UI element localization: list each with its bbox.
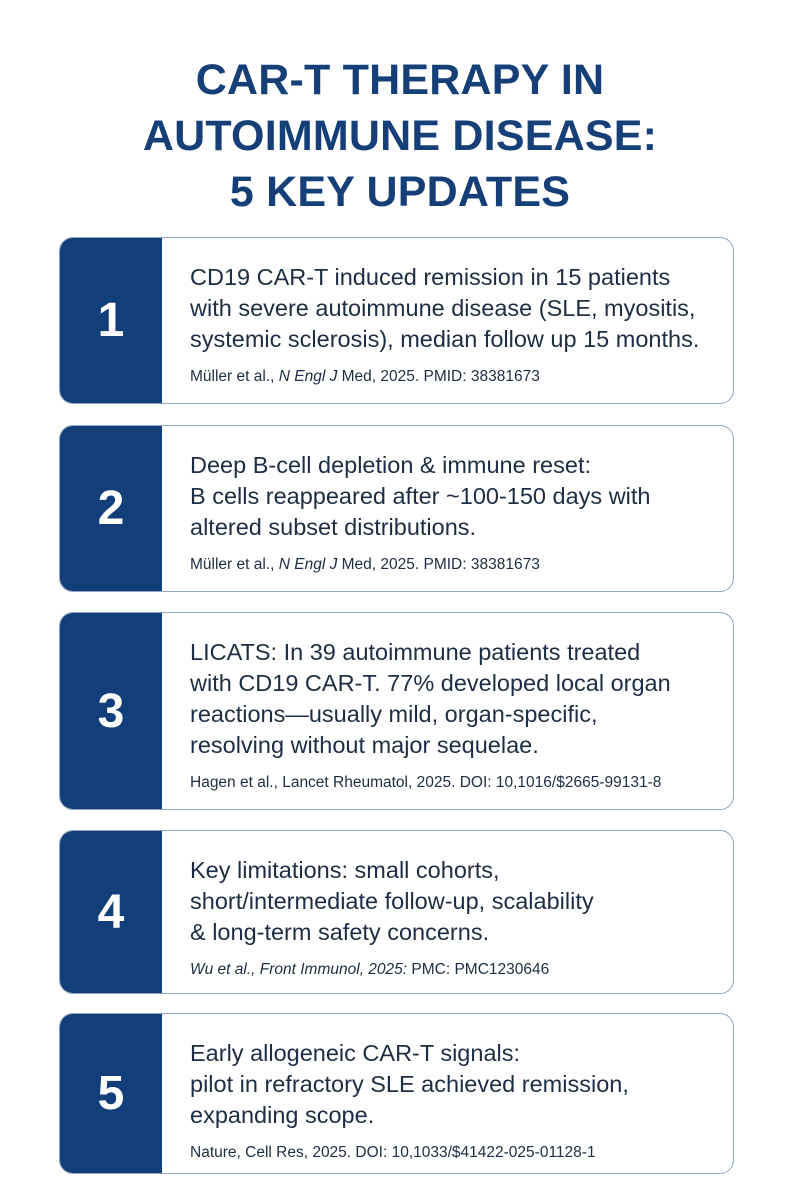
citation-suffix: Med, 2025. PMID: 38381673 xyxy=(337,556,540,573)
citation-journal: N Engl J xyxy=(278,368,338,385)
update-number-badge: 2 xyxy=(60,426,162,591)
update-card-1 xyxy=(59,237,734,404)
update-card-3 xyxy=(59,612,734,810)
update-text-line: with CD19 CAR-T. 77% developed local organ xyxy=(190,670,671,696)
citation-prefix: Müller et al., xyxy=(190,556,279,573)
citation-journal: Wu et al., Front Immunol, 2025: xyxy=(190,961,408,978)
update-text xyxy=(190,262,723,355)
update-text-line: short/intermediate follow-up, scalability xyxy=(190,888,594,914)
update-number-badge: 5 xyxy=(60,1014,162,1173)
update-content xyxy=(190,1038,723,1163)
update-number-badge: 3 xyxy=(60,613,162,809)
update-text-line: Key limitations: small cohorts, xyxy=(190,857,500,883)
update-number-badge: 1 xyxy=(60,238,162,403)
update-text-line: resolving without major sequelae. xyxy=(190,732,539,758)
citation xyxy=(190,773,723,793)
update-text-line: Deep B-cell depletion & immune reset: xyxy=(190,452,592,478)
update-card-4 xyxy=(59,830,734,994)
update-text-line: expanding scope. xyxy=(190,1102,375,1128)
citation-journal: N Engl J xyxy=(278,556,338,573)
update-text-line: altered subset distributions. xyxy=(190,514,477,540)
update-text-line: & long-term safety concerns. xyxy=(190,919,490,945)
citation-prefix: Müller et al., xyxy=(190,368,279,385)
update-text-line: systemic sclerosis), median follow up 15 months. xyxy=(190,326,700,352)
citation-suffix: Med, 2025. PMID: 38381673 xyxy=(337,368,540,385)
citation-prefix: Hagen et al., Lancet Rheumatol, 2025. DOI: 10,1016/$2665-99131-8 xyxy=(190,774,662,791)
update-text xyxy=(190,1038,723,1131)
citation xyxy=(190,555,723,575)
update-text-line: B cells reappeared after ~100-150 days with xyxy=(190,483,651,509)
update-text-line: pilot in refractory SLE achieved remission, xyxy=(190,1071,629,1097)
update-content xyxy=(190,637,723,793)
update-text-line: Early allogeneic CAR-T signals: xyxy=(190,1040,521,1066)
update-card-5 xyxy=(59,1013,734,1174)
update-text xyxy=(190,637,723,761)
citation-prefix: Nature, Cell Res, 2025. DOI: 10,1033/$41422-025-01128-1 xyxy=(190,1144,596,1161)
update-text xyxy=(190,855,723,948)
update-content xyxy=(190,262,723,387)
title-line-2: AUTOIMMUNE DISEASE: xyxy=(142,112,658,160)
citation xyxy=(190,1143,723,1163)
update-card-2 xyxy=(59,425,734,592)
update-text-line: reactions—usually mild, organ-specific, xyxy=(190,701,598,727)
update-content xyxy=(190,855,723,980)
update-text xyxy=(190,450,723,543)
update-text-line: LICATS: In 39 autoimmune patients treated xyxy=(190,639,641,665)
citation-suffix: PMC: PMC1230646 xyxy=(407,961,550,978)
update-text-line: with severe autoimmune disease (SLE, myositis, xyxy=(190,295,696,321)
citation xyxy=(190,960,723,980)
update-number-badge: 4 xyxy=(60,831,162,993)
update-text-line: CD19 CAR-T induced remission in 15 patients xyxy=(190,264,671,290)
page-title xyxy=(0,52,800,220)
title-line-3: 5 KEY UPDATES xyxy=(229,168,571,216)
update-content xyxy=(190,450,723,575)
citation xyxy=(190,367,723,387)
title-line-1: CAR-T THERAPY IN xyxy=(195,56,605,104)
